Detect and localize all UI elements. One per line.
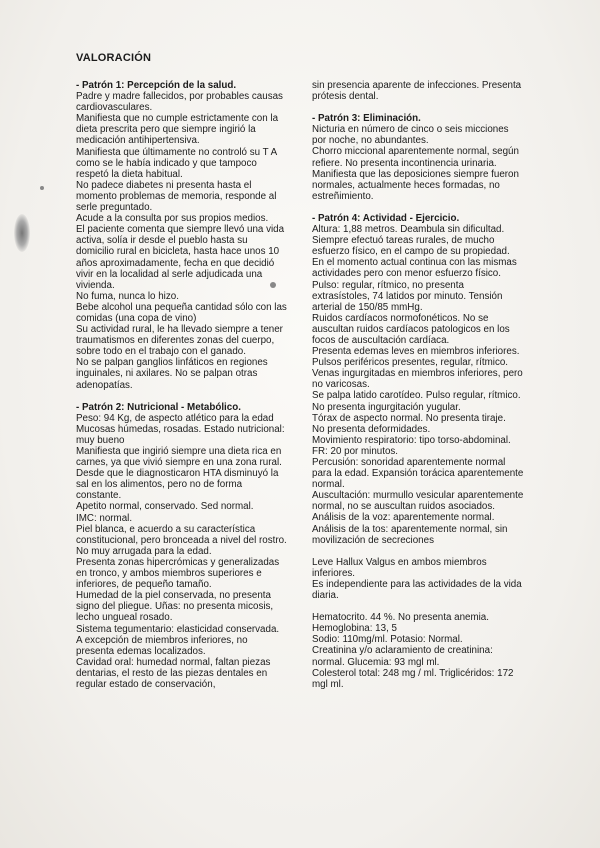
paragraph: IMC: normal. [76, 512, 133, 524]
pattern-title: - Patrón 1: Percepción de la salud. [76, 80, 237, 91]
paragraph: Ruidos cardíacos normofonéticos. No se auscultan ruidos cardíacos patologicos en los focos de auscultación cardíaca. [312, 312, 510, 346]
paragraph: A excepción de miembros inferiores, no presenta edemas localizados. [76, 634, 248, 657]
document-heading: VALORACIÓN [76, 52, 152, 64]
paragraph: Altura: 1,88 metros. Deambula sin dificultad. [312, 224, 505, 236]
paragraph: Sistema tegumentario: elasticidad conservada. [76, 623, 280, 635]
paragraph: Leve Hallux Valgus en ambos miembros inferiores. [312, 556, 487, 579]
paragraph: Manifiesta que ingirió siempre una dieta rica en carnes, ya que vivió siempre en una zona rural. Desde que le diagnosticaron HTA disminuyó la sal en los alimentos, pero no de forma constante. [76, 446, 282, 502]
paragraph: Es independiente para las actividades de la vida diaria. [312, 578, 522, 602]
section-gap [76, 391, 288, 402]
section-gap [312, 546, 524, 557]
paragraph: Creatinina y/o aclaramiento de creatinina: normal. Glucemia: 93 mgl ml. [312, 645, 493, 668]
paragraph: Padre y madre fallecidos, por probables causas cardiovasculares. [76, 91, 283, 114]
pattern-title: - Patrón 4: Actividad - Ejercicio. [312, 212, 460, 224]
paragraph: Nicturia en número de cinco o seis micciones por noche, no abundantes. [312, 124, 509, 147]
paragraph: Chorro miccional aparentemente normal, según refiere. No presenta incontinencia urinaria. [312, 146, 519, 169]
paragraph: Manifiesta que no cumple estrictamente con la dieta prescrita pero que siempre ingirió la medicación antihipertensiva. [76, 113, 279, 147]
paragraph: Bebe alcohol una pequeña cantidad sólo con las comidas (una copa de vino) [76, 301, 287, 324]
paragraph: Su actividad rural, le ha llevado siempre a tener traumatismos en diferentes zonas del cuerpo, sobre todo en el trabajo con el ganado. [76, 324, 283, 358]
paragraph: No padece diabetes ni presenta hasta el momento problemas de memoria, responde al serle preguntado. [76, 179, 277, 214]
paragraph: No fuma, nunca lo hizo. [76, 290, 179, 302]
paragraph: Sodio: 110mg/ml. Potasio: Normal. [312, 634, 463, 646]
paragraph: Colesterol total: 248 mg / ml. Triglicéridos: 172 mgl ml. [312, 667, 514, 690]
paragraph: sin presencia aparente de infecciones. Presenta prótesis dental. [312, 80, 522, 103]
paragraph: Presenta edemas leves en miembros inferiores. Pulsos periféricos presentes, regular, rítmico. Venas ingurgitadas en miembros inferiores, pero no varicosas. [312, 346, 523, 391]
paragraph: Análisis de la tos: aparentemente normal, sin movilización de secreciones [312, 523, 508, 546]
paragraph: Hematocrito. 44 %. No presenta anemia. [312, 612, 489, 624]
paragraph: Análisis de la voz: aparentemente normal. [312, 512, 495, 524]
section-gap [312, 601, 524, 612]
paragraph: No se palpan ganglios linfáticos en regiones inguinales, ni axilares. No se palpan otras adenopatías. [76, 357, 268, 391]
paragraph: Apetito normal, conservado. Sed normal. [76, 501, 254, 513]
paragraph: El paciente comenta que siempre llevó una vida activa, solía ir desde el pueblo hasta su domicilio rural en bicicleta, hasta hace unos 10 años aproximadamente, fecha en que decidió vivir en la localidad al serle adjudicada una vivienda. [76, 224, 285, 291]
paragraph: Peso: 94 Kg, de aspecto atlético para la edad [76, 412, 274, 424]
paragraph: Se palpa latido carotídeo. Pulso regular, rítmico. No presenta ingurgitación yugular. [312, 390, 521, 413]
ink-blot [14, 214, 30, 252]
pattern-title: - Patrón 2: Nutricional - Metabólico. [76, 401, 241, 413]
paragraph: Tórax de aspecto normal. No presenta tiraje. [312, 412, 506, 424]
paragraph: Manifiesta que últimamente no controló su T A como se le había indicado y que tampoco respetó la dieta habitual. [76, 146, 277, 180]
paragraph: Piel blanca, e acuerdo a su característica constitucional, pero bronceada a nivel del rostro. No muy arrugada para la edad. [76, 523, 287, 557]
ink-speck [40, 186, 44, 190]
paragraph: Mucosas húmedas, rosadas. Estado nutricional: muy bueno [76, 423, 285, 446]
right-column [312, 80, 524, 690]
paragraph: Auscultación: murmullo vesicular aparentemente normal, no se auscultan ruidos asociados. [312, 490, 524, 513]
paragraph: Pulso: regular, rítmico, no presenta extrasístoles, 74 latidos por minuto. Tensión arterial de 150/85 mmHg. [312, 279, 503, 313]
paragraph: Presenta zonas hipercrómicas y generalizadas en tronco, y ambos miembros superiores e inferiores, de pequeño tamaño. [76, 556, 280, 591]
paragraph: Percusión: sonoridad aparentemente normal para la edad. Expansión torácica aparentemente normal. [312, 457, 524, 491]
paragraph: Humedad de la piel conservada, no presenta signo del pliegue. Uñas: no presenta micosis, lecho ungueal rosado. [76, 590, 274, 624]
paragraph: Movimiento respiratorio: tipo torso-abdominal. FR: 20 por minutos. [312, 434, 511, 457]
paragraph: Cavidad oral: humedad normal, faltan piezas dentarias, el resto de las piezas dentales en regular estado de conservación, [76, 656, 271, 690]
pattern-title: - Patrón 3: Eliminación. [312, 113, 421, 125]
left-column [76, 80, 288, 690]
paragraph: Manifiesta que las deposiciones siempre fueron normales, actualmente heces formadas, no estreñimiento. [312, 168, 519, 202]
paragraph: Siempre efectuó tareas rurales, de mucho esfuerzo físico, en el campo de su propiedad. En el momento actual continua con las mismas actividades pero con menor esfuerzo físico. [312, 235, 517, 280]
section-gap [312, 102, 524, 113]
paragraph: Acude a la consulta por sus propios medios. [76, 213, 269, 225]
paragraph: No presenta deformidades. [312, 423, 431, 435]
section-gap [312, 202, 524, 213]
paragraph: Hemoglobina: 13, 5 [312, 623, 397, 635]
